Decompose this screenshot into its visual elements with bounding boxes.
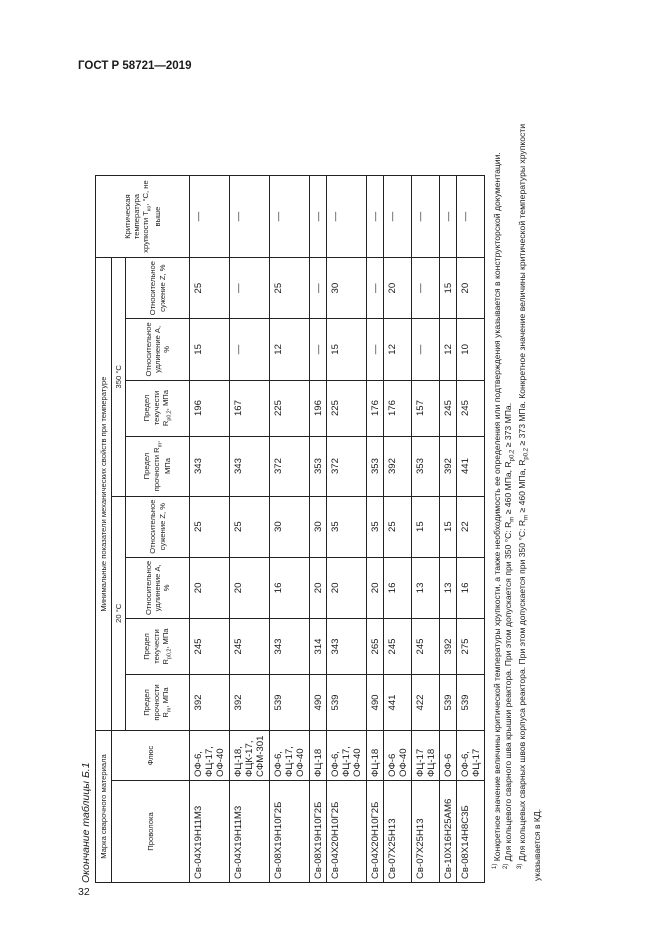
cell-rp-20: 343 xyxy=(270,619,310,675)
cell-tk: — xyxy=(457,176,485,258)
cell-a-20: 20 xyxy=(367,557,384,618)
cell-flux: ОФ-6, ФЦ-17 xyxy=(457,731,485,781)
cell-rp-350: 176 xyxy=(384,380,412,436)
cell-flux: ФЦ-18 xyxy=(310,731,327,781)
cell-z-350: — xyxy=(412,258,440,319)
cell-rp-20: 245 xyxy=(412,619,440,675)
cell-tk: — xyxy=(310,176,327,258)
cell-z-350: 20 xyxy=(457,258,485,319)
cell-wire: Св-10Х16Н25АМ6 xyxy=(440,781,457,883)
cell-z-20: 22 xyxy=(457,496,485,557)
cell-rm-20: 392 xyxy=(190,675,230,731)
footnote-3: $^{3)}$ Для кольцевых сварных швов корпуса реактора. При этом допускается при 350 °С: $R_m \ge 460$ МПа, $R_{p0,2} \ge 373$ МПа. Конкретное значение величины критической температуры хрупкости указывается в КД. xyxy=(517,123,542,881)
cell-rp-20: 265 xyxy=(367,619,384,675)
cell-rp-350: 225 xyxy=(327,380,367,436)
cell-a-350: 15 xyxy=(190,319,230,380)
header-a-350: Относительное удлинение A, % xyxy=(126,319,190,380)
cell-wire: Св-07Х25Н13 xyxy=(412,781,440,883)
cell-z-20: 30 xyxy=(270,496,310,557)
header-z-350: Относительное сужение Z, % xyxy=(126,258,190,319)
table-footnotes xyxy=(492,91,543,881)
table-row xyxy=(230,176,270,883)
cell-rm-20: 490 xyxy=(367,675,384,731)
footnote-2: $^{2)}$ Для кольцевого сварного шва крышки реактора. При этом допускается при 350 °С: $R_m \ge 460$ МПа, $R_{p0,2} \ge 373$ МПа. xyxy=(503,402,516,869)
cell-z-20: 30 xyxy=(310,496,327,557)
cell-rm-350: 392 xyxy=(440,436,457,496)
cell-rm-350: 353 xyxy=(412,436,440,496)
cell-wire: Св-04Х19Н11М3 xyxy=(230,781,270,883)
cell-z-350: 30 xyxy=(327,258,367,319)
cell-rp-350: 196 xyxy=(310,380,327,436)
cell-tk: — xyxy=(412,176,440,258)
cell-flux: ОФ-6, ФЦ-17, ОФ-40 xyxy=(327,731,367,781)
cell-rm-350: 372 xyxy=(270,436,310,496)
cell-rp-350: 196 xyxy=(190,380,230,436)
cell-z-20: 35 xyxy=(327,496,367,557)
cell-wire: Св-07Х25Н13 xyxy=(384,781,412,883)
cell-a-350: 10 xyxy=(457,319,485,380)
header-rp-350: Предел текучести $R_{p0,2}$, МПа xyxy=(126,380,190,436)
header-temp-20: 20 °С xyxy=(112,496,126,730)
cell-z-350: 25 xyxy=(270,258,310,319)
table-row xyxy=(310,176,327,883)
cell-z-20: 35 xyxy=(367,496,384,557)
cell-tk: — xyxy=(230,176,270,258)
header-min-properties: Минимальные показатели механических свойств при температуре xyxy=(96,258,112,731)
cell-rp-20: 343 xyxy=(327,619,367,675)
cell-rp-350: 245 xyxy=(457,380,485,436)
cell-tk: — xyxy=(270,176,310,258)
cell-wire: Св-08Х19Н10Г2Б xyxy=(310,781,327,883)
cell-a-20: 16 xyxy=(384,557,412,618)
table-row xyxy=(412,176,440,883)
cell-a-20: 16 xyxy=(457,557,485,618)
cell-z-350: 15 xyxy=(440,258,457,319)
table-row xyxy=(367,176,384,883)
header-flux: Флюс xyxy=(112,731,190,781)
properties-table xyxy=(95,175,485,883)
cell-rm-20: 539 xyxy=(327,675,367,731)
cell-flux: ОФ-6 xyxy=(440,731,457,781)
cell-rp-350: 157 xyxy=(412,380,440,436)
cell-rm-20: 490 xyxy=(310,675,327,731)
header-temp-350: 350 °С xyxy=(112,258,126,496)
cell-flux: ОФ-6 ОФ-40 xyxy=(384,731,412,781)
cell-rp-20: 245 xyxy=(190,619,230,675)
cell-tk: — xyxy=(367,176,384,258)
table-row xyxy=(384,176,412,883)
cell-rm-350: 343 xyxy=(230,436,270,496)
cell-z-350: 20 xyxy=(384,258,412,319)
cell-wire: Св-08Х19Н10Г2Б xyxy=(270,781,310,883)
cell-a-20: 20 xyxy=(327,557,367,618)
cell-rp-350: 225 xyxy=(270,380,310,436)
table-row xyxy=(327,176,367,883)
page-number: 32 xyxy=(78,886,90,898)
cell-tk: — xyxy=(190,176,230,258)
cell-z-350: — xyxy=(230,258,270,319)
cell-z-20: 25 xyxy=(384,496,412,557)
header-rm-350: Предел прочности $R_m$, МПа xyxy=(126,436,190,496)
cell-flux: ФЦ-18, ФЦК-17, СФМ-301 xyxy=(230,731,270,781)
cell-z-350: — xyxy=(367,258,384,319)
cell-tk: — xyxy=(440,176,457,258)
cell-wire: Св-04Х20Н10Г2Б xyxy=(327,781,367,883)
cell-wire: Св-08Х14Н8С3Б xyxy=(457,781,485,883)
rotated-table-block xyxy=(80,88,550,883)
cell-wire: Св-04Х19Н11М3 xyxy=(190,781,230,883)
cell-rm-20: 392 xyxy=(230,675,270,731)
cell-a-20: 13 xyxy=(412,557,440,618)
cell-flux: ОФ-6, ФЦ-17, ОФ-40 xyxy=(270,731,310,781)
header-wire: Проволока xyxy=(112,781,190,883)
cell-tk: — xyxy=(327,176,367,258)
cell-a-350: — xyxy=(367,319,384,380)
cell-a-350: 12 xyxy=(384,319,412,380)
cell-a-20: 13 xyxy=(440,557,457,618)
cell-flux: ФЦ-18 xyxy=(367,731,384,781)
cell-rm-20: 539 xyxy=(270,675,310,731)
cell-rp-350: 245 xyxy=(440,380,457,436)
cell-a-350: 15 xyxy=(327,319,367,380)
cell-rp-350: 176 xyxy=(367,380,384,436)
cell-rm-350: 441 xyxy=(457,436,485,496)
cell-rm-20: 539 xyxy=(457,675,485,731)
cell-a-350: — xyxy=(412,319,440,380)
cell-rp-20: 275 xyxy=(457,619,485,675)
cell-a-350: 12 xyxy=(270,319,310,380)
cell-z-20: 25 xyxy=(190,496,230,557)
footnote-1: $^{1)}$ Конкретное значение величины критической температуры хрупкости, а также необходимость ее определения или подтверждения указывается в конструкторской документации. xyxy=(492,152,502,869)
cell-z-350: 25 xyxy=(190,258,230,319)
cell-rm-350: 372 xyxy=(327,436,367,496)
document-header: ГОСТ Р 58721—2019 xyxy=(78,60,192,72)
cell-rp-350: 167 xyxy=(230,380,270,436)
cell-rp-20: 392 xyxy=(440,619,457,675)
header-a-20: Относительное удлинение A, % xyxy=(126,557,190,618)
table-row xyxy=(457,176,485,883)
cell-flux: ОФ-6, ФЦ-17, ОФ-40 xyxy=(190,731,230,781)
cell-rm-350: 392 xyxy=(384,436,412,496)
cell-rm-350: 353 xyxy=(310,436,327,496)
table-row xyxy=(440,176,457,883)
header-rm-20: Предел прочности $R_m$, МПа xyxy=(126,675,190,731)
cell-a-20: 16 xyxy=(270,557,310,618)
cell-a-350: 12 xyxy=(440,319,457,380)
header-z-20: Относительное сужение Z, % xyxy=(126,496,190,557)
table-caption: Окончание таблицы Б.1 xyxy=(80,762,92,883)
cell-z-20: 15 xyxy=(412,496,440,557)
cell-a-20: 20 xyxy=(230,557,270,618)
header-material: Марка сварочного материала xyxy=(96,731,112,883)
cell-rp-20: 314 xyxy=(310,619,327,675)
cell-z-350: — xyxy=(310,258,327,319)
cell-rm-20: 422 xyxy=(412,675,440,731)
cell-a-20: 20 xyxy=(190,557,230,618)
cell-rm-350: 343 xyxy=(190,436,230,496)
header-rp-20: Предел текучести $R_{p0,2}$, МПа xyxy=(126,619,190,675)
cell-rm-20: 539 xyxy=(440,675,457,731)
cell-flux: ФЦ-17 ФЦ-18 xyxy=(412,731,440,781)
cell-a-350: — xyxy=(230,319,270,380)
cell-rp-20: 245 xyxy=(230,619,270,675)
cell-rm-20: 441 xyxy=(384,675,412,731)
cell-a-350: — xyxy=(310,319,327,380)
cell-a-20: 20 xyxy=(310,557,327,618)
cell-tk: — xyxy=(384,176,412,258)
cell-wire: Св-04Х20Н10Г2Б xyxy=(367,781,384,883)
cell-z-20: 25 xyxy=(230,496,270,557)
table-row xyxy=(270,176,310,883)
cell-z-20: 15 xyxy=(440,496,457,557)
header-critical-temperature: Критическая температура хрупкости $T_{ко}$, °С, не выше xyxy=(96,176,190,258)
table-row xyxy=(190,176,230,883)
cell-rm-350: 353 xyxy=(367,436,384,496)
cell-rp-20: 245 xyxy=(384,619,412,675)
